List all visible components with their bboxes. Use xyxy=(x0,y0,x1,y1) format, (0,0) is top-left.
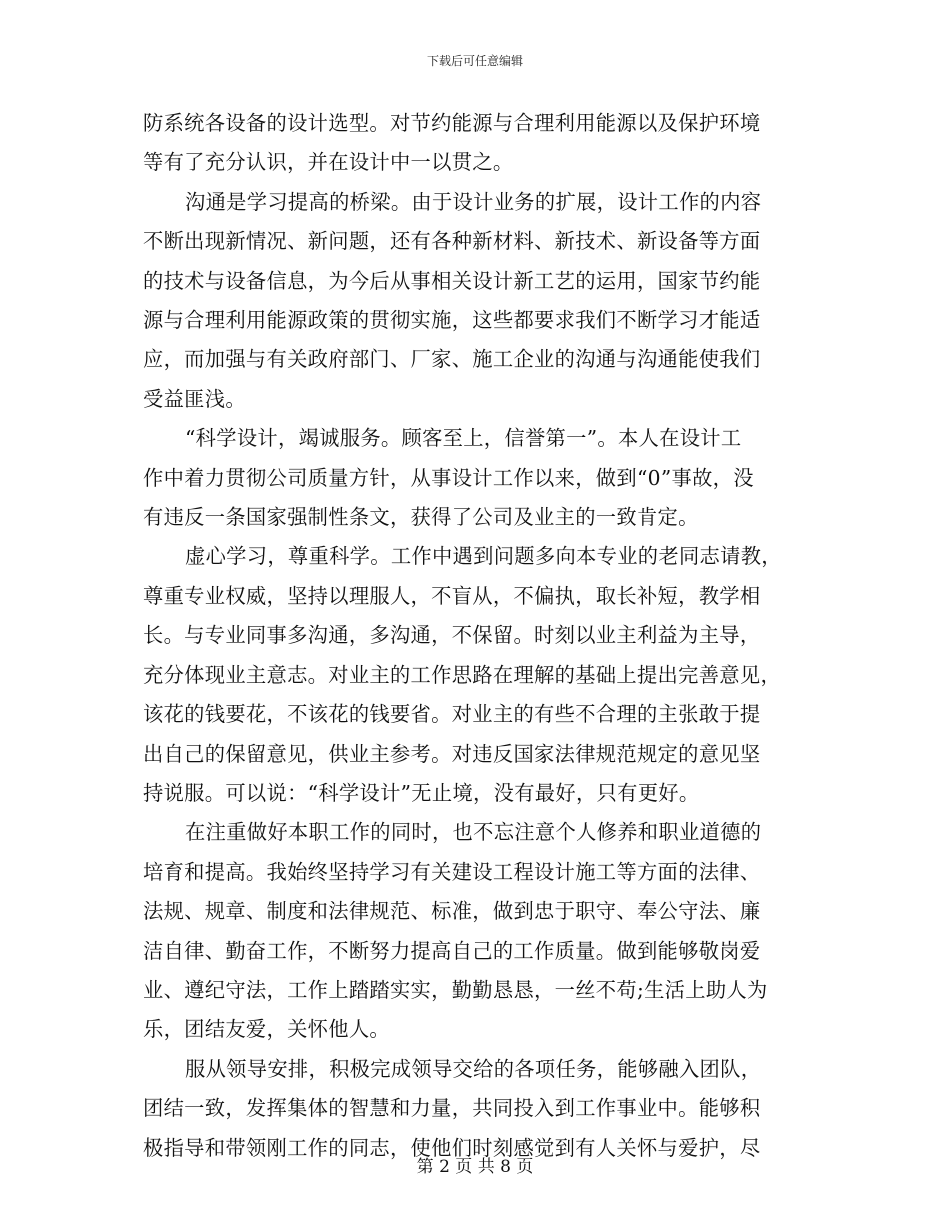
text-line: “科学设计，竭诚服务。顾客至上，信誉第一”。本人在设计工 xyxy=(185,426,742,451)
paragraph-3 xyxy=(143,419,807,537)
text-line: 培育和提高。我始终坚持学习有关建设工程设计施工等方面的法律、 xyxy=(143,859,761,884)
text-line: 业、遵纪守法，工作上踏踏实实，勤勤恳恳，一丝不苟;生活上助人为 xyxy=(143,977,768,1002)
text-line: 受益匪浅。 xyxy=(143,386,246,411)
text-line: 的技术与设备信息，为今后从事相关设计新工艺的运用，国家节约能 xyxy=(143,268,761,293)
text-line: 极指导和带领刚工作的同志，使他们时刻感觉到有人关怀与爱护，尽 xyxy=(143,1135,761,1160)
paragraph-6 xyxy=(143,1050,807,1168)
text-line: 充分体现业主意志。对业主的工作思路在理解的基础上提出完善意见， xyxy=(143,662,782,687)
text-line: 不断出现新情况、新问题，还有各种新材料、新技术、新设备等方面 xyxy=(143,229,761,254)
text-line: 该花的钱要花，不该花的钱要省。对业主的有些不合理的主张敢于提 xyxy=(143,702,761,727)
text-line: 法规、规章、制度和法律规范、标准，做到忠于职守、奉公守法、廉 xyxy=(143,899,761,924)
text-line: 应，而加强与有关政府部门、厂家、施工企业的沟通与沟通能使我们 xyxy=(143,347,761,372)
text-line: 团结一致，发挥集体的智慧和力量，共同投入到工作事业中。能够积 xyxy=(143,1096,761,1121)
text-line: 服从领导安排，积极完成领导交给的各项任务，能够融入团队， xyxy=(185,1056,762,1081)
text-line: 等有了充分认识，并在设计中一以贯之。 xyxy=(143,150,514,175)
text-line: 沟通是学习提高的桥梁。由于设计业务的扩展，设计工作的内容 xyxy=(185,189,762,214)
text-line: 虚心学习，尊重科学。工作中遇到问题多向本专业的老同志请教， xyxy=(185,544,782,569)
text-line: 尊重专业权威，坚持以理服人，不盲从，不偏执，取长补短，教学相 xyxy=(143,583,761,608)
text-line: 长。与专业同事多沟通，多沟通，不保留。时刻以业主利益为主导， xyxy=(143,623,761,648)
text-line: 有违反一条国家强制性条文，获得了公司及业主的一致肯定。 xyxy=(143,505,699,530)
paragraph-4 xyxy=(143,537,807,813)
text-line: 防系统各设备的设计选型。对节约能源与合理利用能源以及保护环境 xyxy=(143,111,761,135)
document-body xyxy=(143,104,807,1168)
paragraph-1 xyxy=(143,104,807,183)
text-line: 持说服。可以说：“科学设计”无止境，没有最好，只有更好。 xyxy=(143,780,700,805)
paragraph-2 xyxy=(143,183,807,419)
text-line: 洁自律、勤奋工作，不断努力提高自己的工作质量。做到能够敬岗爱 xyxy=(143,938,761,963)
text-line: 源与合理利用能源政策的贯彻实施，这些都要求我们不断学习才能适 xyxy=(143,308,761,333)
paragraph-5 xyxy=(143,813,807,1049)
page-number-footer: 第 2 页 共 8 页 xyxy=(416,1157,534,1177)
page-header: 下载后可任意编辑 xyxy=(426,54,523,68)
text-line: 作中着力贯彻公司质量方针，从事设计工作以来，做到“0”事故，没 xyxy=(143,465,754,490)
text-line: 乐，团结友爱，关怀他人。 xyxy=(143,1017,390,1042)
text-line: 出自己的保留意见，供业主参考。对违反国家法律规范规定的意见坚 xyxy=(143,741,761,766)
text-line: 在注重做好本职工作的同时，也不忘注意个人修养和职业道德的 xyxy=(185,820,762,845)
